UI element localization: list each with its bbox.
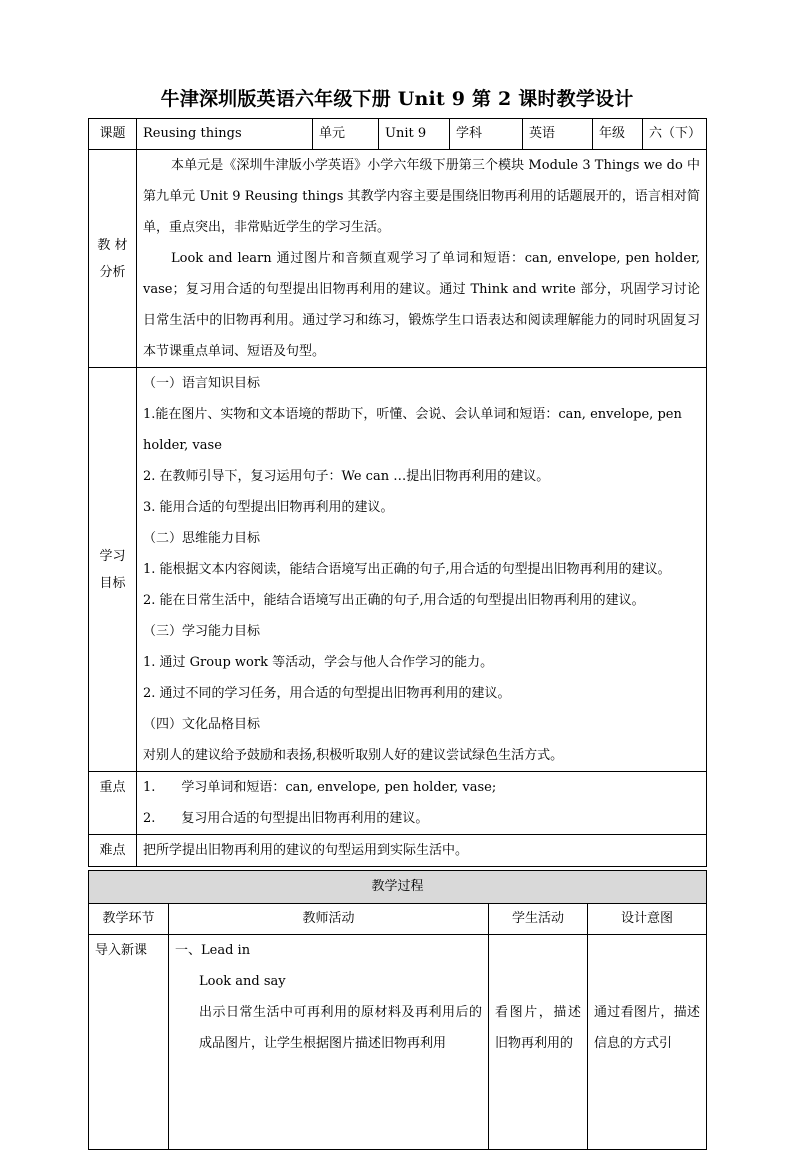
unit-value: Unit 9 xyxy=(379,119,450,150)
process-section-row xyxy=(89,871,707,904)
col-intent-header: 设计意图 xyxy=(588,904,707,935)
goal-line: （四）文化品格目标 xyxy=(143,717,261,732)
goal-line: （二）思维能力目标 xyxy=(143,531,261,546)
goal-line: 1. 通过 Group work 等活动，学会与他人合作学习的能力。 xyxy=(143,655,494,670)
material-content xyxy=(137,150,707,368)
goal-line: 1. 能根据文本内容阅读，能结合语境写出正确的句子,用合适的句型提出旧物再利用的建议。 xyxy=(143,562,671,577)
key-points-content xyxy=(137,772,707,835)
goal-line: 3. 能用合适的句型提出旧物再利用的建议。 xyxy=(143,500,394,515)
key-points-row xyxy=(89,772,707,835)
goal-line: 2. 在教师引导下，复习运用句子：We can …提出旧物再利用的建议。 xyxy=(143,469,550,484)
key-point-item: 2. 复习用合适的句型提出旧物再利用的建议。 xyxy=(143,811,429,826)
goal-line: 1.能在图片、实物和文本语境的帮助下，听懂、会说、会认单词和短语：can, envelope, pen holder, vase xyxy=(143,407,682,453)
step-cell: 导入新课 xyxy=(89,935,169,1150)
goals-label-line-2: 目标 xyxy=(99,575,126,591)
goals-row xyxy=(89,368,707,772)
topic-value: Reusing things xyxy=(137,119,313,150)
difficulty-label: 难点 xyxy=(89,835,137,867)
design-intent-cell: 通过看图片，描述信息的方式引 xyxy=(588,935,707,1150)
material-paragraph-2: Look and learn 通过图片和音频直观学习了单词和短语：can, envelope, pen holder, vase；复习用合适的句型提出旧物再利用的建议。通过 Think and write 部分，巩固学习讨论日常生活中的旧物再利用。通过学习和练习，锻炼学生口语表达和阅读理解能力的同时巩固复习本节课重点单词、短语及句型。 xyxy=(143,251,700,359)
page-title: 牛津深圳版英语六年级下册 Unit 9 第 2 课时教学设计 xyxy=(160,88,634,110)
goals-label xyxy=(89,368,137,772)
col-step-header: 教学环节 xyxy=(89,904,169,935)
student-activity-cell: 看图片，描述旧物再利用的 xyxy=(489,935,588,1150)
key-points-label: 重点 xyxy=(89,772,137,835)
col-teacher-header: 教师活动 xyxy=(169,904,489,935)
key-point-item: 1. 学习单词和短语：can, envelope, pen holder, vase; xyxy=(143,780,497,795)
unit-label: 单元 xyxy=(313,119,379,150)
process-section-title: 教学过程 xyxy=(89,871,707,904)
process-header-row xyxy=(89,904,707,935)
teaching-process-table xyxy=(88,870,707,1150)
goal-line: 2. 能在日常生活中，能结合语境写出正确的句子,用合适的句型提出旧物再利用的建议。 xyxy=(143,593,645,608)
header-row xyxy=(89,119,707,150)
grade-label: 年级 xyxy=(593,119,643,150)
material-label xyxy=(89,150,137,368)
teacher-line: 一、Lead in xyxy=(175,943,251,958)
teacher-line: Look and say xyxy=(199,974,286,989)
material-label-line-1: 教 材 xyxy=(97,237,128,253)
material-paragraph-1: 本单元是《深圳牛津版小学英语》小学六年级下册第三个模块 Module 3 Things we do 中第九单元 Unit 9 Reusing things 其教学内容主要是围绕旧物再利用的话题展开的，语言相对简单，重点突出，非常贴近学生的学习生活。 xyxy=(143,158,700,235)
grade-value: 六（下） xyxy=(643,119,707,150)
topic-label: 课题 xyxy=(89,119,137,150)
material-label-line-2: 分析 xyxy=(99,264,126,280)
goal-line: （三）学习能力目标 xyxy=(143,624,261,639)
goals-content xyxy=(137,368,707,772)
subject-value: 英语 xyxy=(523,119,593,150)
difficulty-row xyxy=(89,835,707,867)
goal-line: （一）语言知识目标 xyxy=(143,376,261,391)
difficulty-text: 把所学提出旧物再利用的建议的句型运用到实际生活中。 xyxy=(137,835,707,867)
material-row xyxy=(89,150,707,368)
teacher-line: 出示日常生活中可再利用的原材料及再利用后的成品图片，让学生根据图片描述旧物再利用 xyxy=(199,1005,482,1051)
col-student-header: 学生活动 xyxy=(489,904,588,935)
teacher-activity-cell xyxy=(169,935,489,1150)
goal-line: 2. 通过不同的学习任务，用合适的句型提出旧物再利用的建议。 xyxy=(143,686,511,701)
lesson-info-table xyxy=(88,118,707,867)
goals-label-line-1: 学习 xyxy=(99,548,126,564)
process-row-lead-in xyxy=(89,935,707,1150)
subject-label: 学科 xyxy=(450,119,523,150)
goal-line: 对别人的建议给予鼓励和表扬,积极听取别人好的建议尝试绿色生活方式。 xyxy=(143,748,564,763)
